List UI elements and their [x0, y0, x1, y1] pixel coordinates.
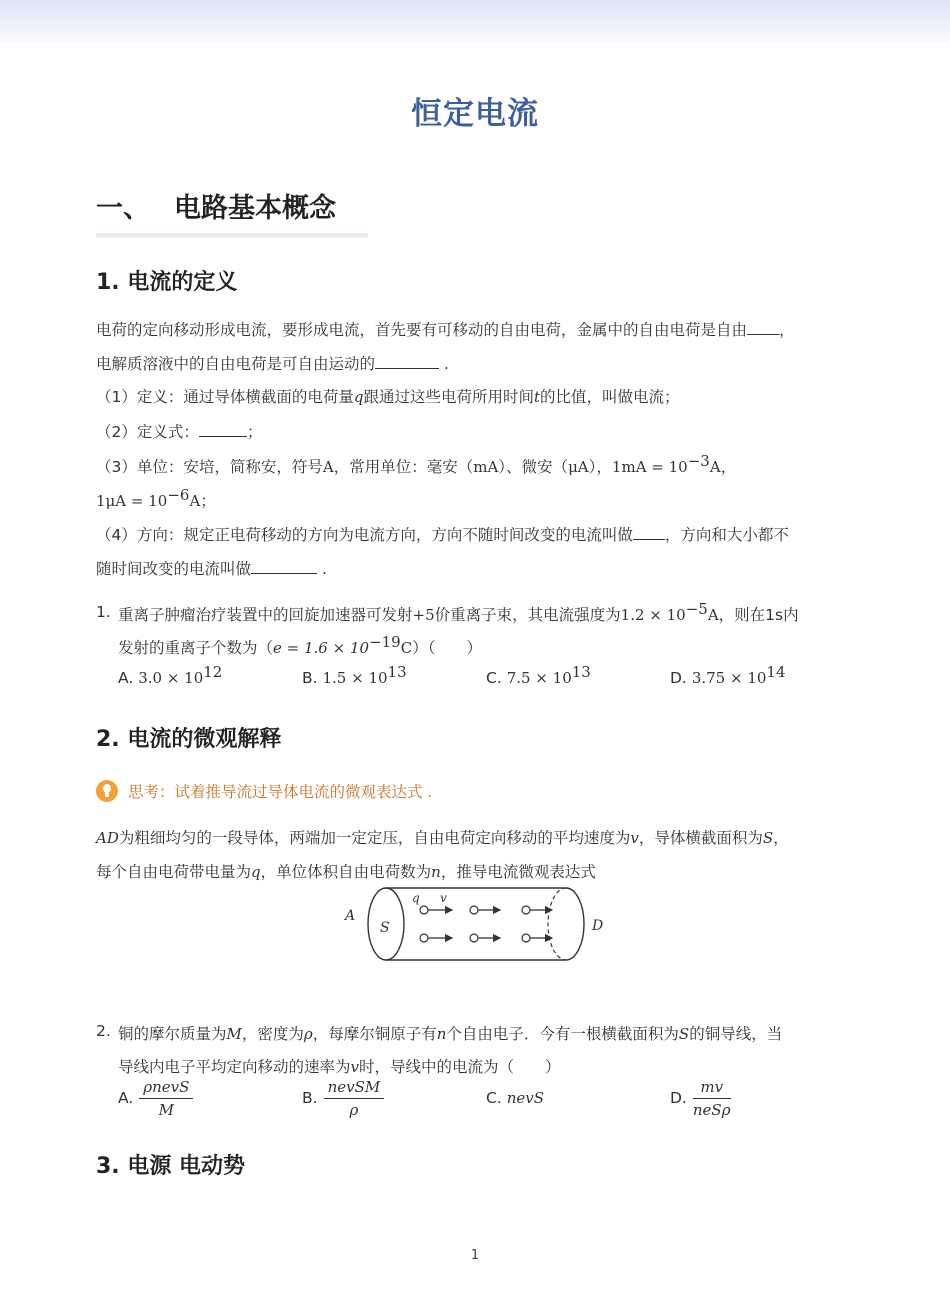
- def2-text: （2）定义式：: [96, 423, 199, 441]
- micro-text-a: 为粗细均匀的一段导体，两端加一定定压，自由电荷定向移动的平均速度为: [118, 829, 631, 847]
- q1-current-unit: A: [707, 606, 719, 624]
- eq-mA-exp: −3: [687, 451, 710, 470]
- symbol-q: q: [353, 388, 364, 406]
- symbol-M: M: [226, 1025, 242, 1043]
- section-underline: [96, 233, 368, 237]
- q2-text-c: ，每摩尔铜原子有: [312, 1025, 437, 1043]
- section-heading: [96, 186, 336, 225]
- label-q: q: [412, 891, 420, 905]
- definition-2: [96, 420, 262, 442]
- cylinder-end-front: [566, 888, 584, 960]
- def2-end: ；: [246, 423, 263, 441]
- q1-text-c: ，则在1s内: [718, 606, 799, 624]
- intro-text-a-end: ，: [779, 321, 795, 339]
- q1-option-c[interactable]: [486, 662, 591, 687]
- micro-text-f: ，推导电流微观表达式: [440, 863, 596, 881]
- subsection-heading-micro: 2. 电流的微观解释: [96, 727, 282, 752]
- cylinder-end-back-dashed: [548, 888, 566, 960]
- option-label: D.: [670, 669, 687, 687]
- intro-text-b-end: .: [443, 355, 449, 373]
- option-label: A.: [118, 669, 134, 687]
- charge-row-bottom: [420, 934, 552, 942]
- option-exp: 13: [571, 662, 591, 681]
- def1-text-b: 跟通过这些电荷所用时间: [363, 388, 534, 406]
- question-1-line-2: [118, 632, 482, 658]
- question-2-line-1: [118, 1022, 782, 1044]
- q1-charge: +5: [412, 606, 435, 624]
- def1-text-c: 的比值，叫做电流；: [540, 388, 680, 406]
- fraction-numerator: ρnevS: [139, 1078, 193, 1099]
- section-title: 电路基本概念: [174, 193, 336, 224]
- q1-current-exp: −5: [685, 599, 708, 618]
- fraction-numerator: mv: [693, 1078, 731, 1099]
- intro-text-a: 电荷的定向移动形成电流，要形成电流，首先要有可移动的自由电荷，金属中的自由电荷是自由: [96, 321, 748, 339]
- q1-text-d: 发射的重离子个数为（: [118, 639, 274, 657]
- q1-option-d[interactable]: [670, 662, 786, 687]
- header-band: [0, 0, 950, 46]
- micro-text-d: 每个自由电荷带电量为: [96, 863, 252, 881]
- micro-text-e: ，单位体积自由电荷数为: [260, 863, 432, 881]
- symbol-n: n: [436, 1025, 447, 1043]
- think-text: 思考：试着推导流过导体电流的微观表达式 .: [128, 783, 433, 801]
- def4-text-b: ，方向和大小都不: [664, 526, 789, 544]
- def3-end: ；: [200, 492, 216, 510]
- document-title: 恒定电流: [411, 96, 539, 132]
- fraction: [693, 1078, 731, 1119]
- blank: [199, 422, 247, 437]
- conductor-diagram: [340, 886, 620, 966]
- q1-e-value: e = 1.6 × 10: [273, 639, 370, 657]
- option-exp: 14: [766, 662, 786, 681]
- definition-4-cont: [96, 557, 327, 579]
- unit-mA: mA: [473, 458, 499, 476]
- option-expression: nevS: [506, 1089, 544, 1107]
- q2-text-b: ，密度为: [241, 1025, 304, 1043]
- def4-text-c: 随时间改变的电流叫做: [96, 560, 252, 578]
- option-base: 7.5 × 10: [506, 669, 572, 687]
- symbol-v: v: [350, 1058, 359, 1076]
- unit-A: A: [322, 458, 334, 476]
- symbol-S: S: [762, 829, 774, 847]
- think-prompt: [96, 780, 432, 802]
- blank: [747, 320, 779, 335]
- fraction-denominator: neSρ: [692, 1101, 731, 1119]
- eq-uA-unit: A: [189, 492, 201, 510]
- blank: [251, 559, 317, 574]
- q2-option-b[interactable]: [302, 1078, 384, 1119]
- option-label: C.: [486, 1089, 502, 1107]
- fraction: [139, 1078, 193, 1119]
- option-label: B.: [302, 1089, 318, 1107]
- blank: [375, 354, 439, 369]
- definition-3-cont: [96, 485, 216, 511]
- symbol-n: n: [431, 863, 441, 881]
- lightbulb-icon: [96, 780, 118, 802]
- option-label: B.: [302, 669, 318, 687]
- symbol-rho: ρ: [303, 1025, 313, 1043]
- q1-option-b[interactable]: [302, 662, 407, 687]
- def3-text-b: ，常用单位：毫安（: [333, 458, 474, 476]
- label-D: D: [592, 918, 604, 934]
- q1-current: 1.2 × 10: [620, 606, 686, 624]
- definition-1: [96, 385, 680, 407]
- def3-text-c: ）、微安（: [498, 458, 569, 476]
- page-number: 1: [470, 1248, 480, 1263]
- symbol-t: t: [534, 388, 541, 406]
- eq-mA: 1mA = 10: [611, 458, 688, 476]
- option-base: 1.5 × 10: [322, 669, 388, 687]
- micro-text-c: ，: [773, 829, 789, 847]
- option-label: A.: [118, 1089, 134, 1107]
- eq-uA-exp: −6: [167, 485, 190, 504]
- q1-e-exp: −19: [369, 632, 401, 651]
- question-1-line-1: [118, 599, 799, 625]
- micro-paragraph-line-2: [96, 860, 596, 882]
- q2-option-a[interactable]: [118, 1078, 193, 1119]
- eq-uA: 1μA = 10: [96, 492, 168, 510]
- question-number: 2.: [96, 1022, 111, 1040]
- option-base: 3.0 × 10: [138, 669, 204, 687]
- q2-text-a: 铜的摩尔质量为: [118, 1025, 227, 1043]
- def3-text-d: ），: [588, 458, 612, 476]
- definition-4: [96, 523, 789, 545]
- symbol-q: q: [251, 863, 261, 881]
- blank: [633, 525, 665, 540]
- subsection-heading-current-definition: 1. 电流的定义: [96, 270, 238, 295]
- def3-comma: ，: [720, 458, 737, 476]
- q2-text-e: 的铜导线，当: [689, 1025, 783, 1043]
- question-number: 1.: [96, 603, 111, 621]
- q1-e-unit: C: [400, 639, 413, 657]
- q2-option-d[interactable]: [670, 1078, 731, 1119]
- symbol-v: v: [630, 829, 639, 847]
- option-exp: 13: [387, 662, 407, 681]
- def4-text-a: （4）方向：规定正电荷移动的方向为电流方向，方向不随时间改变的电流叫做: [96, 526, 633, 544]
- label-v: v: [440, 891, 447, 905]
- section-number: 一、: [96, 193, 150, 224]
- q1-option-a[interactable]: [118, 662, 223, 687]
- eq-mA-unit: A: [709, 458, 721, 476]
- symbol-S: S: [678, 1025, 690, 1043]
- def3-text-a: （3）单位：安培，简称安，符号: [96, 458, 323, 476]
- intro-text-b: 电解质溶液中的自由电荷是可自由运动的: [96, 355, 376, 373]
- q2-text-g: 时，导线中的电流为（ ）: [359, 1058, 561, 1076]
- micro-paragraph-line-1: [96, 826, 789, 848]
- subsection-heading-emf: 3. 电源 电动势: [96, 1154, 245, 1179]
- q2-option-c[interactable]: [486, 1089, 544, 1107]
- label-S: S: [380, 920, 390, 936]
- micro-text-b: ，导体横截面积为: [638, 829, 763, 847]
- question-2-line-2: [118, 1055, 561, 1077]
- intro-line-2: [96, 352, 449, 374]
- q2-text-f: 导线内电子平均定向移动的速率为: [118, 1058, 351, 1076]
- option-exp: 12: [203, 662, 223, 681]
- fraction-denominator: ρ: [349, 1101, 359, 1119]
- q1-text-a: 重离子肿瘤治疗装置中的回旋加速器可发射: [118, 606, 413, 624]
- fraction-numerator: nevSM: [324, 1078, 385, 1099]
- unit-uA: μA: [568, 458, 589, 476]
- symbol-AD: AD: [96, 829, 119, 847]
- fraction-denominator: M: [158, 1101, 174, 1119]
- intro-line-1: [96, 318, 795, 340]
- q1-text-e: ）（ ）: [412, 639, 482, 657]
- q2-text-d: 个自由电子．今有一根横截面积为: [446, 1025, 679, 1043]
- def1-text-a: （1）定义：通过导体横截面的电荷量: [96, 388, 354, 406]
- option-label: C.: [486, 669, 502, 687]
- label-A: A: [345, 908, 356, 924]
- fraction: [324, 1078, 385, 1119]
- option-base: 3.75 × 10: [691, 669, 767, 687]
- option-label: D.: [670, 1089, 687, 1107]
- q1-text-b: 价重离子束，其电流强度为: [434, 606, 621, 624]
- definition-3: [96, 451, 737, 477]
- def4-end: .: [321, 560, 327, 578]
- charge-row-top: [420, 906, 552, 914]
